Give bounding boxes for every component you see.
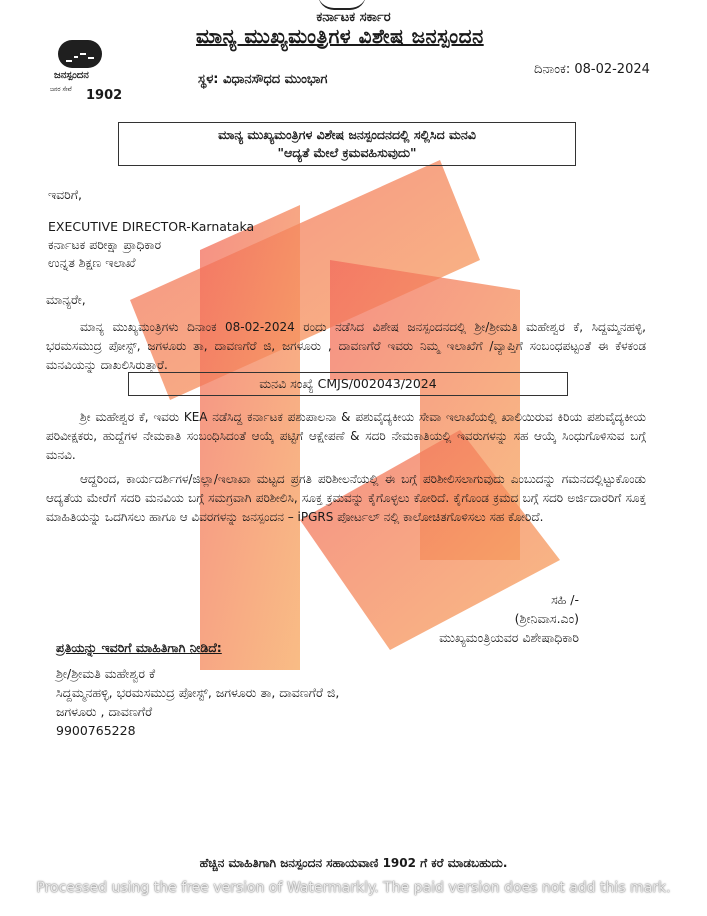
document-date: ದಿನಾಂಕ: 08-02-2024 — [534, 62, 650, 77]
copy-line-1: ಶ್ರೀ/ಶ್ರೀಮತಿ ಮಹೇಶ್ವರ ಕೆ — [56, 666, 156, 681]
signature-block — [439, 590, 579, 647]
logo-name: ಜನಸ್ಪಂದನ — [54, 70, 89, 81]
paragraph-1-text: ಮಾನ್ಯ ಮುಖ್ಯಮಂತ್ರಿಗಳು ದಿನಾಂಕ 08-02-2024 ರಂದು ನಡೆಸಿದ ವಿಶೇಷ ಜನಸ್ಪಂದನದಲ್ಲಿ ಶ್ರೀ/ಶ್ರೀಮತಿ ಮಹೇಶ್ವರ ಕೆ, ಸಿದ್ದಮ್ಮನಹಳ್ಳಿ, ಭರಮಸಮುದ್ರ ಪೋಸ್ಟ್, ಜಗಳೂರು ತಾ, ದಾವಣಗೆರೆ ಜಿ, ಜಗಳೂರು , ದಾವಣಗೆರೆ ಇವರು ನಿಮ್ಮ ಇಲಾಖೆಗೆ /ವ್ಯಾಪ್ತಿಗೆ ಸಂಬಂಧಪಟ್ಟಂತೆ ಈ ಕೆಳಕಂಡ ಮನವಿಯನ್ನು ದಾಖಲಿಸಿರುತ್ತಾರೆ. — [46, 320, 646, 372]
recipient-to: ಇವರಿಗೆ, — [48, 187, 82, 202]
helpline-footer: ಹೆಚ್ಚಿನ ಮಾಹಿತಿಗಾಗಿ ಜನಸ್ಪಂದನ ಸಹಾಯವಾಣಿ 1902 ಗೆ ಕರೆ ಮಾಡಬಹುದು. — [199, 856, 508, 870]
body-paragraph-3 — [46, 470, 646, 527]
recipient-line-2: ಕರ್ನಾಟಕ ಪರೀಕ್ಷಾ ಪ್ರಾಧಿಕಾರ — [48, 237, 162, 252]
subject-box — [118, 122, 576, 166]
body-paragraph-2 — [46, 408, 646, 465]
subject-line-2: "ಆದ್ಯತೆ ಮೇಲೆ ಕ್ರಮವಹಿಸುವುದು" — [277, 145, 417, 160]
janaspandana-logo-icon — [58, 40, 102, 68]
body-paragraph-1 — [46, 318, 646, 375]
paragraph-2-text: ಶ್ರೀ ಮಹೇಶ್ವರ ಕೆ, ಇವರು KEA ನಡೆಸಿದ್ದ ಕರ್ನಾಟಕ ಪಶುಪಾಲನಾ & ಪಶುವೈದ್ಯಕೀಯ ಸೇವಾ ಇಲಾಖೆಯಲ್ಲಿ ಖಾಲಿಯಿರುವ ಕಿರಿಯ ಪಶುವೈದ್ಯಕೀಯ ಪರಿವೀಕ್ಷಕರು, ಹುದ್ದೆಗಳ ನೇಮಕಾತಿ ಸಂಬಂಧಿಸಿದಂತೆ ಆಯ್ಕೆ ಪಟ್ಟಿಗೆ ಆಕ್ಷೇಪಣೆ & ಸದರಿ ನೇಮಕಾತಿಯಲ್ಲಿ ಇವರುಗಳನ್ನು ಸಹ ಆಯ್ಕೆ ಸಿಂಧುಗೊಳಿಸುವ ಬಗ್ಗೆ ಮನವಿ. — [46, 410, 646, 462]
page-title: ಮಾನ್ಯ ಮುಖ್ಯಮಂತ್ರಿಗಳ ವಿಶೇಷ ಜನಸ್ಪಂದನ — [196, 24, 484, 48]
government-label: ಕರ್ನಾಟಕ ಸರ್ಕಾರ — [316, 10, 391, 25]
copy-to-heading: ಪ್ರತಿಯನ್ನು ಇವರಿಗೆ ಮಾಹಿತಿಗಾಗಿ ನೀಡಿದೆ: — [56, 640, 222, 655]
signatory-name: (ಶ್ರೀನಿವಾಸ.ಎಂ) — [514, 611, 579, 626]
copy-phone: 9900765228 — [56, 723, 136, 738]
recipient-line-3: ಉನ್ನತ ಶಿಕ್ಷಣ ಇಲಾಖೆ — [48, 255, 136, 270]
venue: ಸ್ಥಳ: ವಿಧಾನಸೌಧದ ಮುಂಭಾಗ — [198, 72, 328, 87]
copy-line-3: ಜಗಳೂರು , ದಾವಣಗೆರೆ — [56, 704, 153, 719]
petition-number-box: ಮನವಿ ಸಂಖ್ಯೆ CMJS/002043/2024 — [128, 372, 568, 396]
signatory-designation: ಮುಖ್ಯಮಂತ್ರಿಯವರ ವಿಶೇಷಾಧಿಕಾರಿ — [439, 630, 579, 645]
recipient-block — [48, 186, 254, 272]
paragraph-3-text: ಆದ್ದರಿಂದ, ಕಾರ್ಯದರ್ಶಿಗಳ/ಜಿಲ್ಲಾ/ಇಲಾಖಾ ಮಟ್ಟದ ಪ್ರಗತಿ ಪರಿಶೀಲನೆಯಲ್ಲಿ ಈ ಬಗ್ಗೆ ಪರಿಶೀಲಿಸಲಾಗುವುದು ಎಂಬುದನ್ನು ಗಮನದಲ್ಲಿಟ್ಟುಕೊಂಡು ಆದ್ಯತೆಯ ಮೇರೆಗೆ ಸದರಿ ಮನವಿಯ ಬಗ್ಗೆ ಸಮಗ್ರವಾಗಿ ಪರಿಶೀಲಿಸಿ, ಸೂಕ್ತ ಕ್ರಮವನ್ನು ಕೈಗೊಳ್ಳಲು ಕೋರಿದೆ. ಕೈಗೊಂಡ ಕ್ರಮದ ಬಗ್ಗೆ ಸದರಿ ಅರ್ಜಿದಾರರಿಗೆ ಸೂಕ್ತ ಮಾಹಿತಿಯನ್ನು ಒದಗಿಸಲು ಹಾಗೂ ಆ ವಿವರಗಳನ್ನು ಜನಸ್ಪಂದನ – iPGRS ಪೋರ್ಟಲ್ ನಲ್ಲಿ ಕಾಲೋಚಿತಗೊಳಿಸಲು ಸಹ ಕೋರಿದೆ. — [46, 472, 646, 524]
logo-year: 1902 — [86, 88, 123, 103]
salutation: ಮಾನ್ಯರೇ, — [46, 292, 86, 307]
copy-to-address — [56, 664, 339, 740]
subject-line-1: ಮಾನ್ಯ ಮುಖ್ಯಮಂತ್ರಿಗಳ ವಿಶೇಷ ಜನಸ್ಪಂದನದಲ್ಲಿ ಸಲ್ಲಿಸಿದ ಮನವಿ — [218, 127, 476, 142]
logo-tagline: ಜನರ ಸೇವೆ — [50, 86, 72, 93]
watermark-notice: Processed using the free version of Watermarkly. The paid version does not add this mark. — [36, 880, 671, 896]
copy-line-2: ಸಿದ್ದಮ್ಮನಹಳ್ಳಿ, ಭರಮಸಮುದ್ರ ಪೋಸ್ಟ್, ಜಗಳೂರು ತಾ, ದಾವಣಗೆರೆ ಜಿ, — [56, 685, 340, 700]
recipient-line-1: EXECUTIVE DIRECTOR-Karnataka — [48, 219, 255, 234]
signature-sd: ಸಹಿ /- — [551, 592, 579, 607]
